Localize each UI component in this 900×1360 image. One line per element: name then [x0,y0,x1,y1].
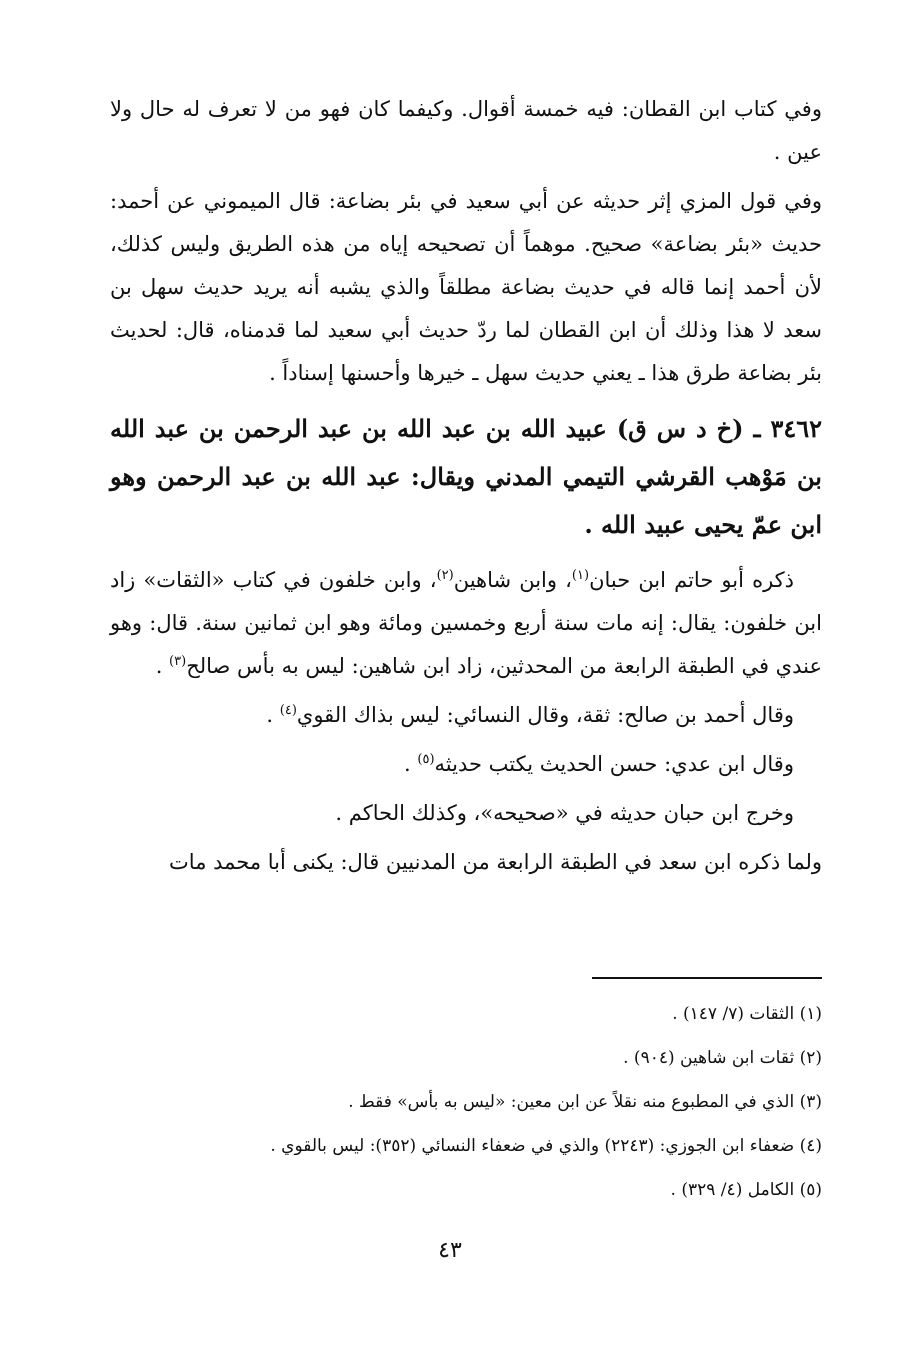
footnotes [110,992,822,1212]
paragraph-ibn-hibban [110,559,822,688]
paragraph-ahmad-salih [110,694,822,737]
paragraph-ibn-qattan: وفي كتاب ابن القطان: فيه خمسة أقوال. وكيفما كان فهو من لا تعرف له حال ولا عين . [110,97,822,164]
footnote-ref-4[interactable]: (٤) [279,703,297,718]
text-segment: . [155,654,170,678]
footnote-1: (١) الثقات (٧/ ١٤٧) . [672,1004,822,1024]
text-segment: ذكره أبو حاتم ابن حبان [589,568,795,592]
text-segment: ، وابن خلفون في كتاب «الثقات» زاد ابن خلفون: يقال: إنه مات سنة أربع وخمسين ومائة وهو ابن ثمانين سنة. قال: وهو عندي في الطبقة الرابعة من المحدثين، زاد ابن شاهين: ليس به بأس صالح [110,568,822,678]
text-segment: وقال ابن عدي: حسن الحديث يكتب حديثه [434,752,794,776]
footnote-ref-1[interactable]: (١) [571,568,590,583]
footnote-divider [592,977,822,979]
text-segment: . [266,703,280,727]
text-segment: . [404,752,418,776]
footnote-4: (٤) ضعفاء ابن الجوزي: (٢٢٤٣) والذي في ضعفاء النسائي (٣٥٢): ليس بالقوي . [270,1136,822,1156]
paragraph-ibn-saad: ولما ذكره ابن سعد في الطبقة الرابعة من المدنيين قال: يكنى أبا محمد مات [169,850,822,874]
footnote-5: (٥) الكامل (٤/ ٣٢٩) . [670,1180,822,1200]
paragraph-ibn-adi [110,743,822,786]
page-body [110,88,822,884]
text-segment: ، وابن شاهين [453,568,572,592]
footnote-2: (٢) ثقات ابن شاهين (٩٠٤) . [623,1048,822,1068]
footnote-ref-3[interactable]: (٣) [169,654,187,669]
footnote-ref-5[interactable]: (٥) [417,752,435,767]
page-number: ٤٣ [438,1238,462,1263]
entry-heading: ٣٤٦٢ ـ (خ د س ق) عبيد الله بن عبد الله بن عبد الرحمن بن عبد الله بن مَوْهب القرشي التيمي المدني ويقال: عبد الله بن عبد الرحمن وهو ابن عمّ يحيى عبيد الله . [110,414,822,539]
footnote-ref-2[interactable]: (٢) [436,568,454,583]
footnote-3: (٣) الذي في المطبوع منه نقلاً عن ابن معين: «ليس به بأس» فقط . [348,1092,822,1112]
text-segment: وقال أحمد بن صالح: ثقة، وقال النسائي: ليس بذاك القوي [296,703,794,727]
paragraph-sahih: وخرج ابن حبان حديثه في «صحيحه»، وكذلك الحاكم . [335,801,794,825]
paragraph-mizzi: وفي قول المزي إثر حديثه عن أبي سعيد في بئر بضاعة: قال الميموني عن أحمد: حديث «بئر بضاعة» صحيح. موهماً أن تصحيحه إياه من هذه الطريق وليس كذلك، لأن أحمد إنما قاله في حديث بضاعة مطلقاً والذي يشبه أنه يريد حديث سهل بن سعد لا هذا وذلك أن ابن القطان لما ردّ حديث أبي سعيد لما قدمناه، قال: لحديث بئر بضاعة طرق هذا ـ يعني حديث سهل ـ خيرها وأحسنها إسناداً . [110,189,822,385]
